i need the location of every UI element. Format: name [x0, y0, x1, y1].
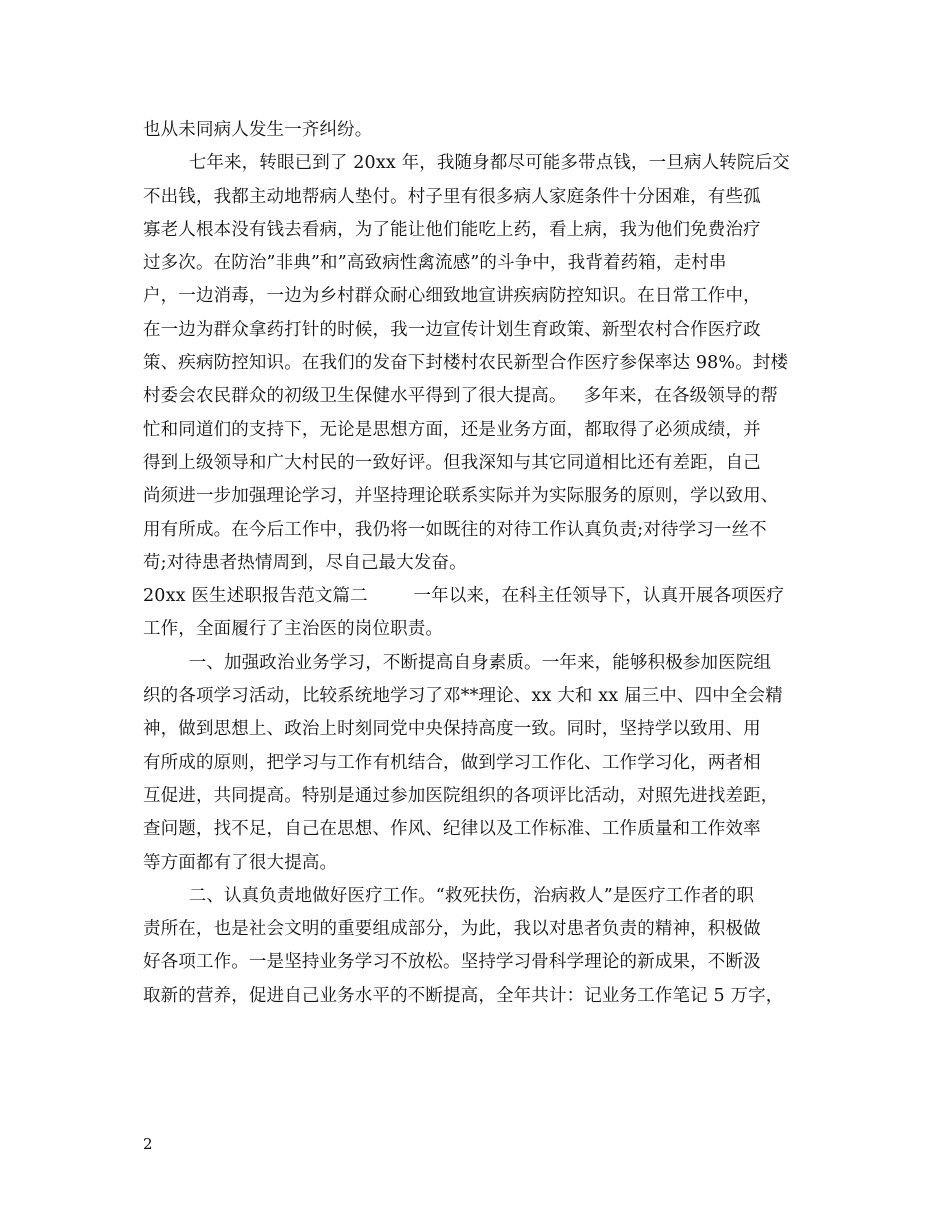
page-number: 2	[143, 1135, 153, 1153]
text-line: 责所在，也是社会文明的重要组成部分，为此，我以对患者负责的精神，积极做	[143, 919, 761, 940]
text-line: 寡老人根本没有钱去看病，为了能让他们能吃上药，看上病，我为他们免费治疗	[143, 219, 761, 240]
text-line: 等方面都有了很大提高。	[143, 852, 338, 873]
text-line: 尚须进一步加强理论学习，并坚持理论联系实际并为实际服务的原则，学以致用、	[143, 486, 779, 507]
text-line: 一、加强政治业务学习，不断提高自身素质。一年来，能够积极参加医院组	[143, 652, 772, 673]
text-line: 20xx 医生述职报告范文篇二 一年以来，在科主任领导下，认真开展各项医疗	[143, 586, 785, 607]
text-line: 有所成的原则，把学习与工作有机结合，做到学习工作化、工作学习化，两者相	[143, 752, 761, 773]
text-line: 得到上级领导和广大村民的一致好评。但我深知与其它同道相比还有差距，自己	[143, 452, 761, 473]
text-line: 取新的营养，促进自己业务水平的不断提高，全年共计：记业务工作笔记 5 万字，	[143, 985, 784, 1006]
text-line: 在一边为群众拿药打针的时候，我一边宣传计划生育政策、新型农村合作医疗政	[143, 319, 761, 340]
document-body	[143, 114, 823, 1013]
text-line: 户，一边消毒，一边为乡村群众耐心细致地宣讲疾病防控知识。在日常工作中，	[143, 286, 761, 307]
text-line: 村委会农民群众的初级卫生保健水平得到了很大提高。 多年来，在各级领导的帮	[143, 386, 778, 407]
text-line: 过多次。在防治”非典”和”高致病性禽流感”的斗争中，我背着药箱，走村串	[143, 253, 727, 274]
text-line: 互促进，共同提高。特别是通过参加医院组织的各项评比活动，对照先进找差距，	[143, 785, 779, 806]
text-line: 二、认真负责地做好医疗工作。“救死扶伤，治病救人”是医疗工作者的职	[143, 885, 755, 906]
text-line: 神，做到思想上、政治上时刻同党中央保持高度一致。同时，坚持学以致用、用	[143, 719, 761, 740]
text-line: 查问题，找不足，自己在思想、作风、纪律以及工作标准、工作质量和工作效率	[143, 819, 761, 840]
text-line: 不出钱，我都主动地帮病人垫付。村子里有很多病人家庭条件十分困难，有些孤	[143, 186, 761, 207]
text-line: 策、疾病防控知识。在我们的发奋下封楼村农民新型合作医疗参保率达 98%。封楼	[143, 353, 789, 374]
text-line: 织的各项学习活动，比较系统地学习了邓**理论、xx 大和 xx 届三中、四中全会精	[143, 686, 783, 707]
text-line: 用有所成。在今后工作中，我仍将一如既往的对待工作认真负责;对待学习一丝不	[143, 519, 767, 540]
text-line: 七年来，转眼已到了 20xx 年，我随身都尽可能多带点钱，一旦病人转院后交	[143, 153, 790, 174]
text-line: 好各项工作。一是坚持业务学习不放松。坚持学习骨科学理论的新成果，不断汲	[143, 952, 761, 973]
text-line: 苟;对待患者热情周到，尽自己最大发奋。	[143, 552, 467, 573]
text-line: 工作，全面履行了主治医的岗位职责。	[143, 619, 444, 640]
text-line: 忙和同道们的支持下，无论是思想方面，还是业务方面，都取得了必须成绩，并	[143, 419, 761, 440]
text-line: 也从未同病人发生一齐纠纷。	[143, 120, 373, 140]
